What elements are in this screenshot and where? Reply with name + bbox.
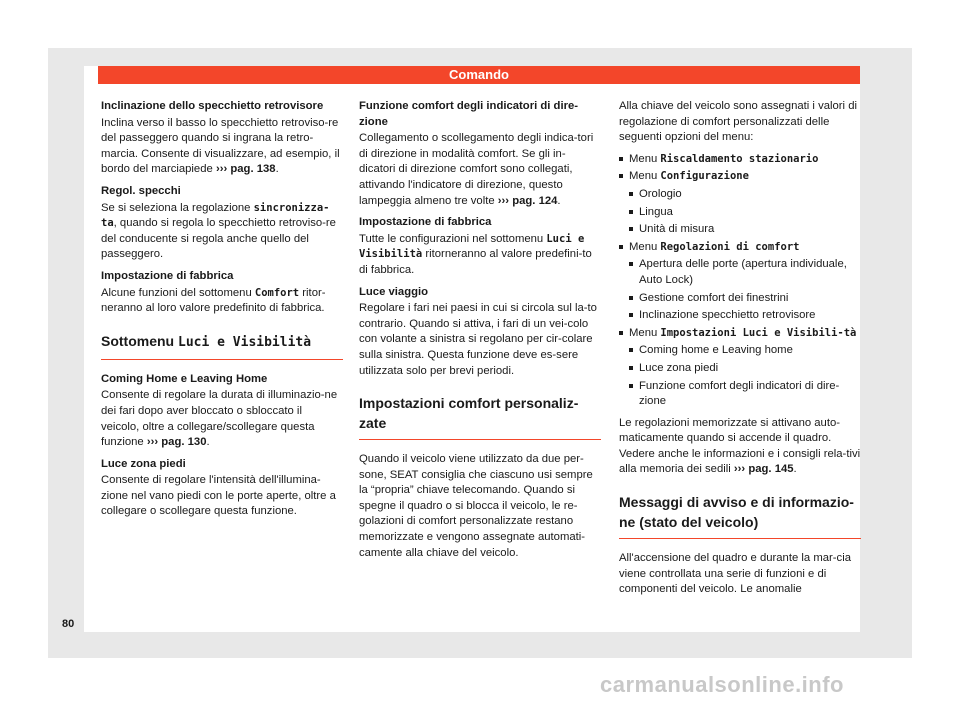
list-item: Menu Regolazioni di comfort Apertura delle porte (apertura individuale, Auto Lock) Gestione comfort dei finestrini Inclinazione specchietto retrovisore <box>619 240 861 324</box>
sub-list <box>629 257 861 323</box>
list-item: Menu Configurazione Orologio Lingua Unità di misura <box>619 169 861 237</box>
heading-footwell-light: Luce zona piedi <box>101 457 186 470</box>
paragraph-factory-settings: Alcune funzioni del sottomenu Comfort ritor-neranno al loro valore predefinito di fabbrica. <box>101 286 326 315</box>
paragraph-mirror-adjust: Se si seleziona la regolazione sincronizza-ta, quando si regola lo specchietto retroviso-re del conducente si regola anche quello del passeggero. <box>101 201 336 261</box>
paragraph-personal-comfort: Quando il veicolo viene utilizzato da due per-sone, SEAT consiglia che ciascuno usi sempre la “propria” chiave telecomando. Quando si spegne il quadro o si blocca il veicolo, le re-golazioni di comfort personalizzate restano memorizzate e vengono assegnate automati-camente alla chiave del veicolo. <box>359 453 593 559</box>
paragraph-footwell-light: Consente di regolare l'intensità dell'illumina-zione nel vano piedi con le porte aperte, oltre a collegare o scollegare questa funzione. <box>101 474 336 518</box>
sub-list <box>629 343 861 409</box>
heading-mirror-adjust: Regol. specchi <box>101 184 181 197</box>
list-item: Menu Impostazioni Luci e Visibili-tà Coming home e Leaving home Luce zona piedi Funzione comfort degli indicatori di dire-zione <box>619 326 861 410</box>
column-right <box>619 99 861 604</box>
paragraph-key-values: Alla chiave del veicolo sono assegnati i valori di regolazione di comfort personalizzati delle seguenti opzioni del menu: <box>619 100 857 144</box>
menu-option-sync: sincronizza-ta <box>101 201 330 230</box>
list-item: Luce zona piedi <box>629 361 861 377</box>
list-item: Menu Riscaldamento stazionario <box>619 152 861 168</box>
column-middle <box>359 99 601 567</box>
page-link[interactable]: ››› pag. 138 <box>215 163 276 176</box>
heading-indicator-comfort: Funzione comfort degli indicatori di dire-zione <box>359 100 579 128</box>
heading-mirror-tilt: Inclinazione dello specchietto retrovisore <box>101 100 324 112</box>
list-item: Lingua <box>629 205 861 221</box>
paragraph-mirror-tilt: Inclina verso il basso lo specchietto retroviso-re del passeggero quando si ingrana la retro-marcia. Consente di visualizzare, ad esempio, il bordo del marciapiede ››› pag. 138. <box>101 116 340 176</box>
paragraph-coming-home: Consente di regolare la durata di illuminazio-ne dei fari dopo aver bloccato o sbloccato il veicolo, oltre a collegare/scollegare questa funzione ››› pag. 130. <box>101 389 338 449</box>
paragraph-warnings: All'accensione del quadro e durante la mar-cia viene controllata una serie di funzioni e di componenti del veicolo. Le anomalie <box>619 552 851 596</box>
watermark: carmanualsonline.info <box>600 672 844 697</box>
column-left <box>101 99 343 526</box>
menu-option-lights: Luci e Visibilità <box>359 232 585 261</box>
paragraph-factory-settings-2: Tutte le configurazioni nel sottomenu Luci e Visibilità ritorneranno al valore predefini-to di fabbrica. <box>359 232 592 276</box>
sub-list <box>629 187 861 238</box>
list-item: Apertura delle porte (apertura individuale, Auto Lock) <box>629 257 861 288</box>
chapter-header: Comando <box>98 66 860 84</box>
paragraph-stored-settings: Le regolazioni memorizzate si attivano auto-maticamente quando si accende il quadro. Vedere anche le informazioni e i consigli rela-tivi alla memoria dei sedili ››› pag. 145. <box>619 416 861 476</box>
paragraph-indicator-comfort: Collegamento o scollegamento degli indica-tori di direzione in modalità comfort. Se gli in-dicatori di direzione comfort sono collegati, attivando l'indicatore di direzione, questo lampeggia almeno tre volte ››› pag. 124. <box>359 132 594 207</box>
heading-factory-settings: Impostazione di fabbrica <box>101 269 234 282</box>
heading-factory-settings-2: Impostazione di fabbrica <box>359 216 492 229</box>
menu-list <box>619 152 861 410</box>
list-item: Funzione comfort degli indicatori di dire-zione <box>629 379 861 410</box>
page-link[interactable]: ››› pag. 124 <box>497 194 558 207</box>
heading-coming-home: Coming Home e Leaving Home <box>101 372 268 385</box>
list-item: Inclinazione specchietto retrovisore <box>629 308 861 324</box>
section-heading-personal-comfort: Impostazioni comfort personaliz-zate <box>359 391 601 440</box>
section-heading-warnings: Messaggi di avviso e di informazio-ne (stato del veicolo) <box>619 490 861 539</box>
page-link[interactable]: ››› pag. 145 <box>733 463 794 476</box>
menu-option-comfort: Comfort <box>254 286 300 299</box>
list-item: Orologio <box>629 187 861 203</box>
page-number: 80 <box>62 618 75 630</box>
heading-travel-light: Luce viaggio <box>359 285 429 298</box>
list-item: Unità di misura <box>629 222 861 238</box>
list-item: Gestione comfort dei finestrini <box>629 291 861 307</box>
section-heading-lights: Sottomenu Luci e Visibilità <box>101 329 343 360</box>
list-item: Coming home e Leaving home <box>629 343 861 359</box>
page-link[interactable]: ››› pag. 130 <box>146 436 207 449</box>
paragraph-travel-light: Regolare i fari nei paesi in cui si circola sul la-to contrario. Quando si attiva, i fari di un vei-colo con volante a sinistra si regolano per cir-colare sulla sinistra. Questa funzione deve es-sere utilizzata solo per brevi periodi. <box>359 302 597 377</box>
